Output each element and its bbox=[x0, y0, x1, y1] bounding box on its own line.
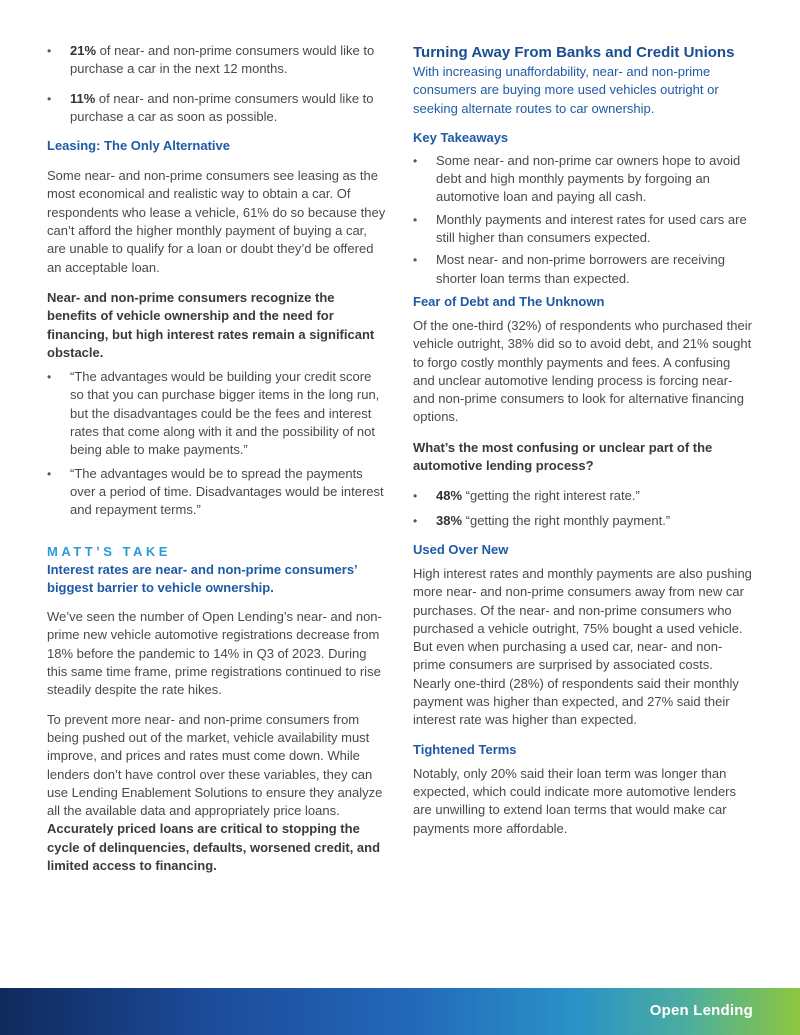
list-item: • Some near- and non-prime car owners hope to avoid debt and high monthly payments by forgoing an automotive loan and paying all cash. bbox=[413, 152, 753, 207]
question-text: What’s the most confusing or unclear part of the automotive lending process? bbox=[413, 439, 713, 474]
quote-item: • “The advantages would be to spread the payments over a period of time. Disadvantages would be interest and repayment terms.” bbox=[47, 465, 387, 520]
left-column bbox=[47, 42, 387, 875]
matts-take-heading: Interest rates are near- and non-prime consumers’ biggest barrier to vehicle ownership. bbox=[47, 561, 357, 595]
fear-paragraph: Of the one-third (32%) of respondents who purchased their vehicle outright, 38% did so to avoid debt, and 21% sought to forgo costly monthly payments and fees. A confusing and unclear automotive lending process is forcing near- and non-prime consumers to look for alternative financing options. bbox=[413, 317, 752, 425]
used-heading: Used Over New bbox=[413, 541, 509, 557]
takeaways-heading: Key Takeaways bbox=[413, 129, 509, 145]
tightened-heading: Tightened Terms bbox=[413, 741, 517, 757]
list-item: • 21% of near- and non-prime consumers would like to purchase a car in the next 12 months. bbox=[47, 42, 387, 79]
list-item: • 11% of near- and non-prime consumers would like to purchase a car as soon as possible. bbox=[47, 90, 387, 127]
section-title: Turning Away From Banks and Credit Unions bbox=[413, 44, 735, 61]
answers-list bbox=[413, 487, 753, 530]
takeaways-list bbox=[413, 152, 753, 288]
quotes-list bbox=[47, 368, 387, 519]
right-column bbox=[413, 42, 753, 838]
matts-take-conclusion: Accurately priced loans are critical to stopping the cycle of delinquencies, defaults, worsened credit, and limited access to financing. bbox=[47, 821, 381, 873]
list-item: • Most near- and non-prime borrowers are receiving shorter loan terms than expected. bbox=[413, 251, 753, 288]
matts-take-label: MATT’S TAKE bbox=[47, 543, 171, 559]
list-item: • Monthly payments and interest rates for used cars are still higher than consumers expected. bbox=[413, 211, 753, 248]
footer-bar bbox=[0, 988, 800, 1035]
used-paragraph: High interest rates and monthly payments are also pushing more near- and non-prime consumers away from new car purchases. Of the near- and non-prime consumers who purchased a vehicle outright, 75% bought a used vehicle. But even when purchasing a used car, near- and non-prime consumers are surprised by associated costs. Nearly one-third (28%) of respondents said their monthly payment was higher than expected, and 27% said their interest rate was higher than expected. bbox=[413, 565, 752, 728]
quote-item: • “The advantages would be building your credit score so that you can purchase bigger items in the long run, but the disadvantages could be the fees and interest rates that come along with it and the possibility of not being able to make payments.” bbox=[47, 368, 387, 459]
brand-logo: Open Lending bbox=[649, 1002, 753, 1019]
list-item: • 48% “getting the right interest rate.” bbox=[413, 487, 753, 505]
fear-heading: Fear of Debt and The Unknown bbox=[413, 293, 605, 309]
section-intro: With increasing unaffordability, near- and non-prime consumers are buying more used vehicles outright or seeking alternate routes to car ownership. bbox=[413, 64, 719, 116]
leasing-heading: Leasing: The Only Alternative bbox=[47, 138, 231, 154]
stats-list bbox=[47, 42, 387, 126]
matts-take-paragraph-2: To prevent more near- and non-prime consumers from being pushed out of the market, vehicle availability must improve, and prices and rates must come down. While lenders don’t have control over these variables, they can use Lending Enablement Solutions to ensure they analyze all the available data and appropriately price loans. Accurately priced loans are critical to stopping the cycle of delinquencies, defaults, worsened credit, and limited access to financing. bbox=[47, 711, 383, 873]
leasing-paragraph: Some near- and non-prime consumers see leasing as the most economical and realistic way to obtain a car. Of respondents who lease a vehicle, 61% do so because they can’t afford the higher monthly payment of buying a car, are unable to qualify for a loan or doubt they’d be offered an acceptable loan. bbox=[47, 168, 386, 275]
recognize-statement: Near- and non-prime consumers recognize the benefits of vehicle ownership and the need for financing, but high interest rates remain a significant obstacle. bbox=[47, 289, 375, 360]
matts-take-paragraph: We’ve seen the number of Open Lending’s near- and non-prime new vehicle automotive registrations decrease from 18% before the pandemic to 14% in Q3 of 2023. During this same time frame, prime registrations continued to rise steadily despite the rate hikes. bbox=[47, 609, 382, 698]
tightened-paragraph: Notably, only 20% said their loan term was longer than expected, which could indicate more automotive lenders are unwilling to extend loan terms that would make car payments more affordable. bbox=[413, 765, 737, 836]
list-item: • 38% “getting the right monthly payment.” bbox=[413, 512, 753, 530]
